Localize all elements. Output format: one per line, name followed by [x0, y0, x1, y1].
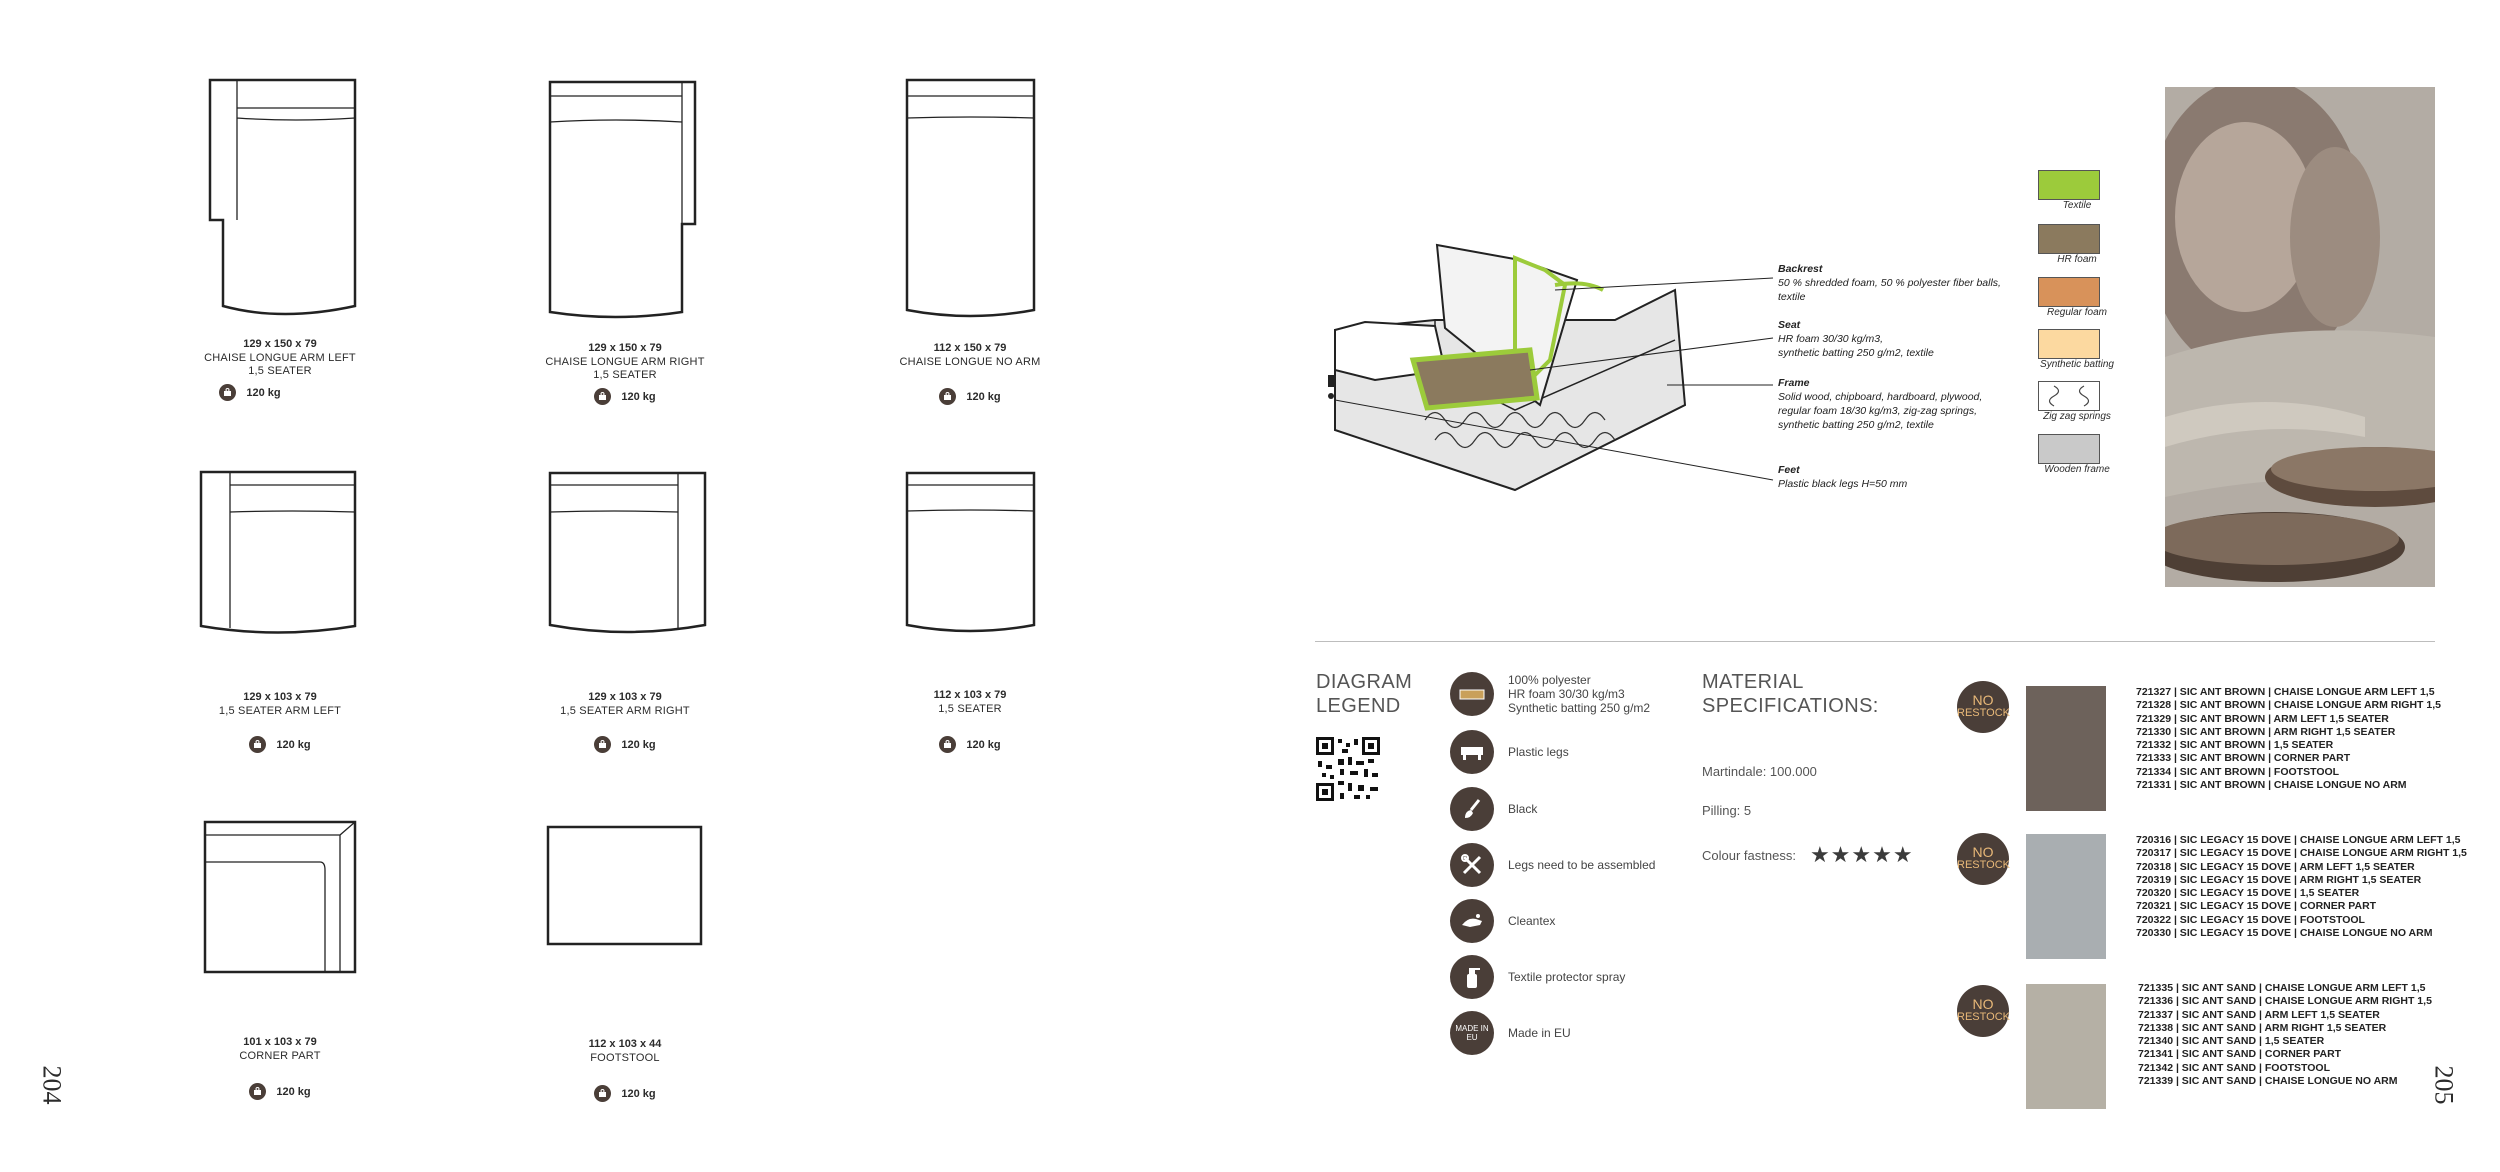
module-weight: 120 kg: [80, 384, 420, 401]
swatch-label: Zig zag springs: [2043, 411, 2111, 422]
fabric-swatch-legacy-dove: [2026, 834, 2106, 959]
module-weight: 120 kg: [455, 736, 795, 753]
swatch-label: Textile: [2062, 200, 2092, 211]
weight-icon: [594, 736, 611, 753]
page-number-left: 204: [37, 1065, 67, 1105]
swatch-zig-zag-springs: [2038, 381, 2100, 411]
tools-icon: [1450, 843, 1494, 887]
legend-item: 100% polyester HR foam 30/30 kg/m3 Synthetic batting 250 g/m2: [1450, 672, 1650, 716]
module-weight: 120 kg: [455, 388, 795, 405]
legend-item: MADE IN EU Made in EU: [1450, 1011, 1571, 1055]
module-name: 1,5 SEATER ARM LEFT: [218, 705, 342, 717]
diagram-legend-title: DIAGRAM LEGEND: [1316, 671, 1413, 717]
paint-brush-icon: [1450, 787, 1494, 831]
module-corner-part: [110, 800, 450, 1140]
module-dims: 129 x 103 x 79: [588, 691, 662, 703]
no-restock-badge: NO RESTOCK: [1957, 681, 2009, 733]
module-name: CORNER PART: [239, 1050, 321, 1062]
swatch-hr-foam: [2038, 224, 2100, 254]
module-name: CHAISE LONGUE ARM LEFT 1,5 SEATER: [204, 352, 356, 377]
frame-spec: Frame Solid wood, chipboard, hardboard, plywood, regular foam 18/30 kg/m3, zig-zag springs, synthetic batting 250 g/m2, textile: [1778, 377, 1983, 431]
swatch-regular-foam: [2038, 277, 2100, 307]
module-name: 1,5 SEATER ARM RIGHT: [560, 705, 690, 717]
fabric-swatch-ant-sand: [2026, 984, 2106, 1109]
module-name: CHAISE LONGUE NO ARM: [899, 356, 1041, 368]
swatch-label: Regular foam: [2046, 307, 2108, 318]
module-seater: [800, 455, 1140, 795]
seat-spec: Seat HR foam 30/30 kg/m3, synthetic batting 250 g/m2, textile: [1778, 319, 1934, 359]
feet-spec: Feet Plastic black legs H=50 mm: [1778, 464, 1908, 490]
foam-icon: [1450, 672, 1494, 716]
weight-icon: [939, 388, 956, 405]
module-footstool: [455, 800, 795, 1140]
product-photo: [2165, 87, 2435, 587]
spray-bottle-icon: [1450, 955, 1494, 999]
module-weight: 120 kg: [455, 1085, 795, 1102]
sofa-construction-diagram: [1315, 230, 1785, 500]
module-dims: 112 x 103 x 44: [588, 1038, 662, 1050]
fabric-codes-legacy-dove: 720316 | SIC LEGACY 15 DOVE | CHAISE LONGUE ARM LEFT 1,5 720317 | SIC LEGACY 15 DOVE | CHAISE LONGUE ARM RIGHT 1,5 720318 | SIC LEGACY 15 DOVE | ARM LEFT 1,5 SEATER 720319 | SIC LEGACY 15 DOVE | ARM RIGHT 1,5 SEATER 720320 | SIC LEGACY 15 DOVE | 1,5 SEATER 720321 | SIC LEGACY 15 DOVE | CORNER PART 720322 | SIC LEGACY 15 DOVE | FOOTSTOOL 720330 | SIC LEGACY 15 DOVE | CHAISE LONGUE NO ARM: [2136, 834, 2467, 940]
section-divider: [1315, 641, 2435, 642]
no-restock-badge: NO RESTOCK: [1957, 985, 2009, 1037]
module-weight: 120 kg: [110, 1083, 450, 1100]
weight-icon: [594, 388, 611, 405]
weight-icon: [249, 736, 266, 753]
module-name: CHAISE LONGUE ARM RIGHT 1,5 SEATER: [545, 356, 705, 381]
module-dims: 112 x 103 x 79: [933, 689, 1007, 701]
module-dims: 129 x 150 x 79: [243, 338, 317, 350]
swatch-textile: [2038, 170, 2100, 200]
legend-item: Cleantex: [1450, 899, 1555, 943]
swatch-label: Wooden frame: [2044, 464, 2110, 475]
weight-icon: [219, 384, 236, 401]
module-chaise-arm-right: [455, 60, 795, 403]
module-weight: 120 kg: [110, 736, 450, 753]
module-dims: 101 x 103 x 79: [243, 1036, 317, 1048]
weight-icon: [939, 736, 956, 753]
legend-item: Black: [1450, 787, 1537, 831]
fabric-codes-ant-brown: 721327 | SIC ANT BROWN | CHAISE LONGUE ARM LEFT 1,5 721328 | SIC ANT BROWN | CHAISE LONGUE ARM RIGHT 1,5 721329 | SIC ANT BROWN | ARM LEFT 1,5 SEATER 721330 | SIC ANT BROWN | ARM RIGHT 1,5 SEATER 721332 | SIC ANT BROWN | 1,5 SEATER 721333 | SIC ANT BROWN | CORNER PART 721334 | SIC ANT BROWN | FOOTSTOOL 721331 | SIC ANT BROWN | CHAISE LONGUE NO ARM: [2136, 686, 2441, 792]
module-chaise-no-arm: [800, 60, 1140, 403]
legend-item: Textile protector spray: [1450, 955, 1625, 999]
module-name: FOOTSTOOL: [590, 1052, 660, 1064]
rating-stars: ★★★★★: [1809, 842, 1914, 867]
swatch-wooden-frame: [2038, 434, 2100, 464]
fabric-swatch-ant-brown: [2026, 686, 2106, 811]
swatch-label: HR foam: [2057, 254, 2097, 265]
cleaning-hand-icon: [1450, 899, 1494, 943]
weight-icon: [594, 1085, 611, 1102]
module-chaise-arm-left: [110, 60, 450, 400]
legend-item: Legs need to be assembled: [1450, 843, 1655, 887]
qr-code: [1316, 737, 1380, 801]
no-restock-badge: NO RESTOCK: [1957, 833, 2009, 885]
module-name: 1,5 SEATER: [938, 703, 1002, 715]
module-weight: 120 kg: [800, 736, 1140, 753]
martindale-value: Martindale: 100.000: [1702, 764, 1817, 779]
swatch-synthetic-batting: [2038, 329, 2100, 359]
module-seater-arm-right: [455, 455, 795, 795]
module-dims: 129 x 150 x 79: [588, 342, 662, 354]
material-specifications-title: MATERIAL SPECIFICATIONS:: [1702, 671, 1879, 717]
made-in-eu-icon: MADE IN EU: [1450, 1011, 1494, 1055]
swatch-label: Synthetic batting: [2040, 359, 2114, 370]
module-weight: 120 kg: [800, 388, 1140, 405]
legend-item: Plastic legs: [1450, 730, 1569, 774]
weight-icon: [249, 1083, 266, 1100]
pilling-value: Pilling: 5: [1702, 803, 1752, 818]
page-number-right: 205: [2429, 1065, 2459, 1105]
sofa-leg-icon: [1450, 730, 1494, 774]
backrest-spec: Backrest 50 % shredded foam, 50 % polyester fiber balls, textile: [1778, 263, 2001, 303]
module-seater-arm-left: [110, 455, 450, 795]
module-dims: 112 x 150 x 79: [933, 342, 1007, 354]
fabric-codes-ant-sand: 721335 | SIC ANT SAND | CHAISE LONGUE ARM LEFT 1,5 721336 | SIC ANT SAND | CHAISE LONGUE ARM RIGHT 1,5 721337 | SIC ANT SAND | ARM LEFT 1,5 SEATER 721338 | SIC ANT SAND | ARM RIGHT 1,5 SEATER 721340 | SIC ANT SAND | 1,5 SEATER 721341 | SIC ANT SAND | CORNER PART 721342 | SIC ANT SAND | FOOTSTOOL 721339 | SIC ANT SAND | CHAISE LONGUE NO ARM: [2138, 982, 2432, 1088]
module-dims: 129 x 103 x 79: [243, 691, 317, 703]
colour-fastness: Colour fastness: ★★★★★: [1702, 842, 1914, 867]
